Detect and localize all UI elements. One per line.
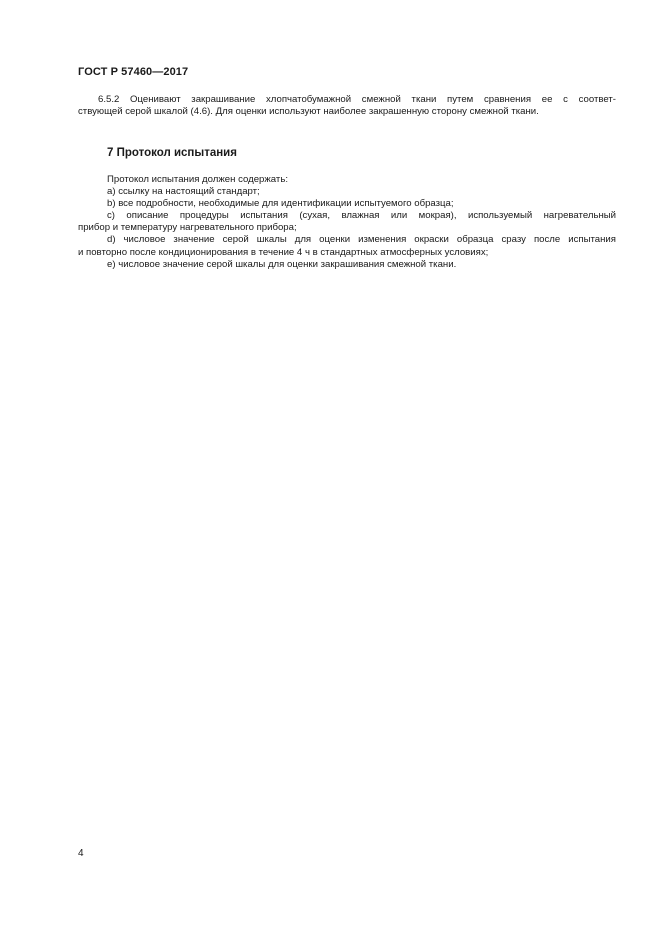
clause-6-5-2 xyxy=(78,94,616,118)
section-7-body xyxy=(78,174,616,271)
list-item-a: a) ссылку на настоящий стандарт; xyxy=(107,186,260,198)
list-item-c-line-2: прибор и температуру нагревательного прибора; xyxy=(78,222,297,234)
list-item-e: e) числовое значение серой шкалы для оценки закрашивания смежной ткани. xyxy=(107,258,457,270)
page-number: 4 xyxy=(78,848,84,859)
list-item-d-line-1: d) числовое значение серой шкалы для оценки изменения окраски образца сразу после испытания xyxy=(107,234,616,246)
clause-6-5-2-line-2: ствующей серой шкалой (4.6). Для оценки используют наиболее закрашенную сторону смежной ткани. xyxy=(78,106,539,117)
list-item-b: b) все подробности, необходимые для идентификации испытуемого образца; xyxy=(107,198,454,210)
section-7-intro: Протокол испытания должен содержать: xyxy=(107,174,288,185)
clause-6-5-2-line-1: 6.5.2 Оценивают закрашивание хлопчатобумажной смежной ткани путем сравнения ее с соответ- xyxy=(98,94,616,105)
list-item-c-line-1: c) описание процедуры испытания (сухая, влажная или мокрая), используемый нагревательный xyxy=(107,210,616,222)
document-code-header: ГОСТ Р 57460—2017 xyxy=(78,66,189,78)
section-7-heading: 7 Протокол испытания xyxy=(107,147,237,159)
list-item-d-line-2: и повторно после кондиционирования в течение 4 ч в стандартных атмосферных условиях; xyxy=(78,246,489,258)
